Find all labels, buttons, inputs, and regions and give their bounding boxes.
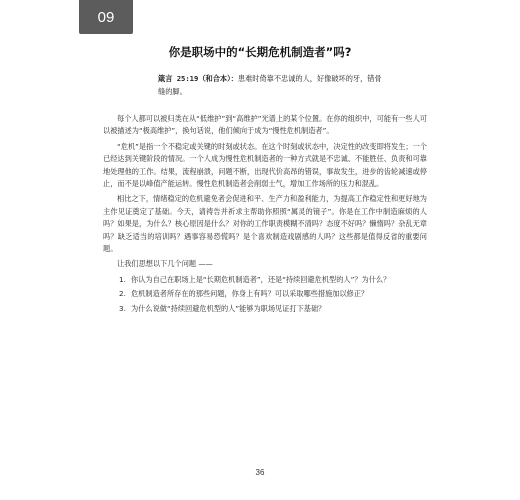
question-number: 1. [119,274,126,284]
paragraph: “危机”是指一个不稳定或关键的时刻或状态。在这个时刻或状态中，决定性的改变即将发生；一个已经达到关键阶段的情况。一个人成为慢性危机制造者的一种方式就是不忠诚、不能胜任、负责和可靠地处理他的工作。结果，流程崩溃，问题不断，出现代价高昂的错误，事故发生，进步的齿轮减速或停止，而不是以峰值产能运转。慢性危机制造者会削弱士气，增加工作场所的压力和混乱。 [103,141,427,189]
question-text: 你认为自己在职场上是“长期危机制造者”，还是“持续回避危机型的人”？为什么？ [131,274,391,284]
questions-lead: 让我们思想以下几个问题 —— [117,259,213,269]
page-number: 36 [255,468,265,477]
question-item [119,274,427,286]
question-number: 2. [119,289,126,299]
question-text: 为什么说做“持续回避危机型的人”能够为职场见证打下基础？ [131,303,326,313]
question-item [119,303,427,315]
question-item [119,288,427,300]
paragraph: 每个人都可以被归类在从“低维护”到“高维护”光谱上的某个位置。在你的组织中，可能有一些人可以被描述为“极高维护”，换句话说，他们倾向于成为“慢性危机制造者”。 [103,114,427,136]
article-body [103,113,427,317]
question-text: 危机制造者所存在的那些问题，你身上有吗？可以采取哪些措施加以修正？ [131,289,369,299]
chapter-tab [79,0,133,34]
scripture-quote [158,72,388,98]
page-title: 你是职场中的“长期危机制造者”吗? [168,45,352,59]
chapter-number: 09 [97,8,115,26]
question-number: 3. [119,303,126,313]
scripture-reference: 箴言 25:19（和合本）： [158,74,238,83]
scripture-text: 患难时倚靠不忠诚的人，好像破坏的牙，错骨缝的脚。 [158,74,382,96]
paragraph: 相比之下，情绪稳定的危机避免者会促进和平、生产力和盈利能力，为提高工作稳定性和更好地为主作见证奠定了基础。今天，请祷告并祈求主帮助你照照“属灵的镜子”。你是在工作中制造麻烦的人吗？如果是，为什么？核心原因是什么？对你的工作职责模糊不清吗？态度不好吗？懒惰吗？杂乱无章吗？缺乏适当的培训吗？遇事容易恐慌吗？是个喜欢制造戏剧感的人吗？这些都是值得反省的重要问题。 [103,194,427,254]
